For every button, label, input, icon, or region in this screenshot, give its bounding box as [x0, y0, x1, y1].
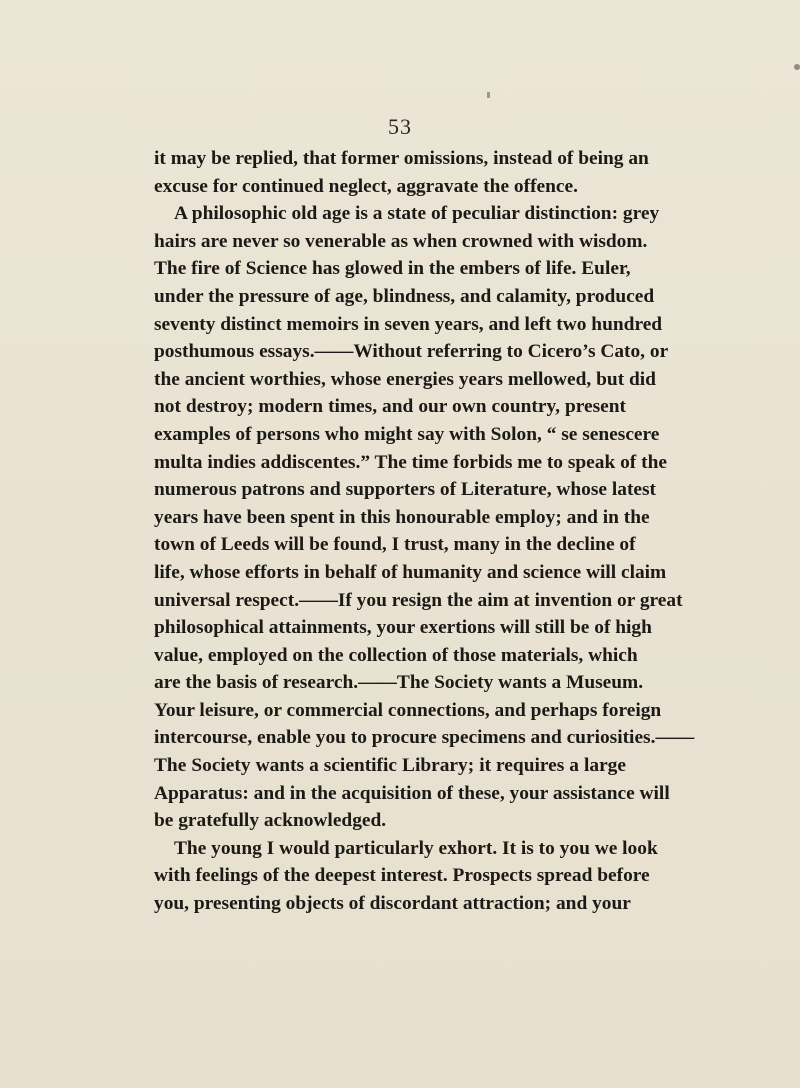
text-line: philosophical attainments, your exertions will still be of high [154, 617, 652, 639]
text-line: universal respect.——If you resign the aim at invention or great [154, 589, 683, 611]
text-line: the ancient worthies, whose energies years mellowed, but did [154, 368, 656, 390]
text-line: examples of persons who might say with Solon, “ se senescere [154, 423, 660, 445]
text-line: town of Leeds will be found, I trust, many in the decline of [154, 534, 636, 556]
text-line: The fire of Science has glowed in the embers of life. Euler, [154, 258, 631, 280]
paragraph [154, 200, 695, 835]
text-line: intercourse, enable you to procure specimens and curiosities.—— [154, 727, 695, 749]
body-text [154, 145, 695, 918]
text-line: excuse for continued neglect, aggravate the offence. [154, 175, 578, 197]
text-line: The Society wants a scientific Library; it requires a large [154, 755, 626, 777]
text-line: value, employed on the collection of those materials, which [154, 644, 638, 666]
text-line: not destroy; modern times, and our own country, present [154, 396, 626, 418]
paragraph [154, 145, 649, 200]
paragraph [154, 835, 658, 918]
text-line: you, presenting objects of discordant attraction; and your [154, 893, 631, 915]
text-line: hairs are never so venerable as when crowned with wisdom. [154, 230, 648, 252]
text-line: life, whose efforts in behalf of humanity and science will claim [154, 561, 667, 583]
text-line: be gratefully acknowledged. [154, 810, 387, 832]
text-line: seventy distinct memoirs in seven years, and left two hundred [154, 313, 663, 335]
text-line: Your leisure, or commercial connections, and perhaps foreign [154, 699, 662, 721]
text-line: it may be replied, that former omissions, instead of being an [154, 148, 649, 169]
text-line: A philosophic old age is a state of peculiar distinction: grey [174, 203, 660, 225]
text-line: numerous patrons and supporters of Literature, whose latest [154, 479, 657, 501]
text-line: posthumous essays.——Without referring to Cicero’s Cato, or [154, 341, 669, 363]
text-line: The young I would particularly exhort. It is to you we look [174, 837, 658, 859]
text-line: are the basis of research.——The Society wants a Museum. [154, 672, 644, 694]
text-line: with feelings of the deepest interest. Prospects spread before [154, 865, 650, 887]
text-line: under the pressure of age, blindness, and calamity, produced [154, 285, 655, 307]
page-number: 53 [388, 114, 412, 139]
text-line: years have been spent in this honourable employ; and in the [154, 506, 650, 528]
text-line: Apparatus: and in the acquisition of these, your assistance will [154, 782, 670, 804]
text-line: multa indies addiscentes.” The time forbids me to speak of the [154, 451, 667, 473]
margin-speck [487, 92, 490, 98]
margin-speck [794, 64, 800, 70]
